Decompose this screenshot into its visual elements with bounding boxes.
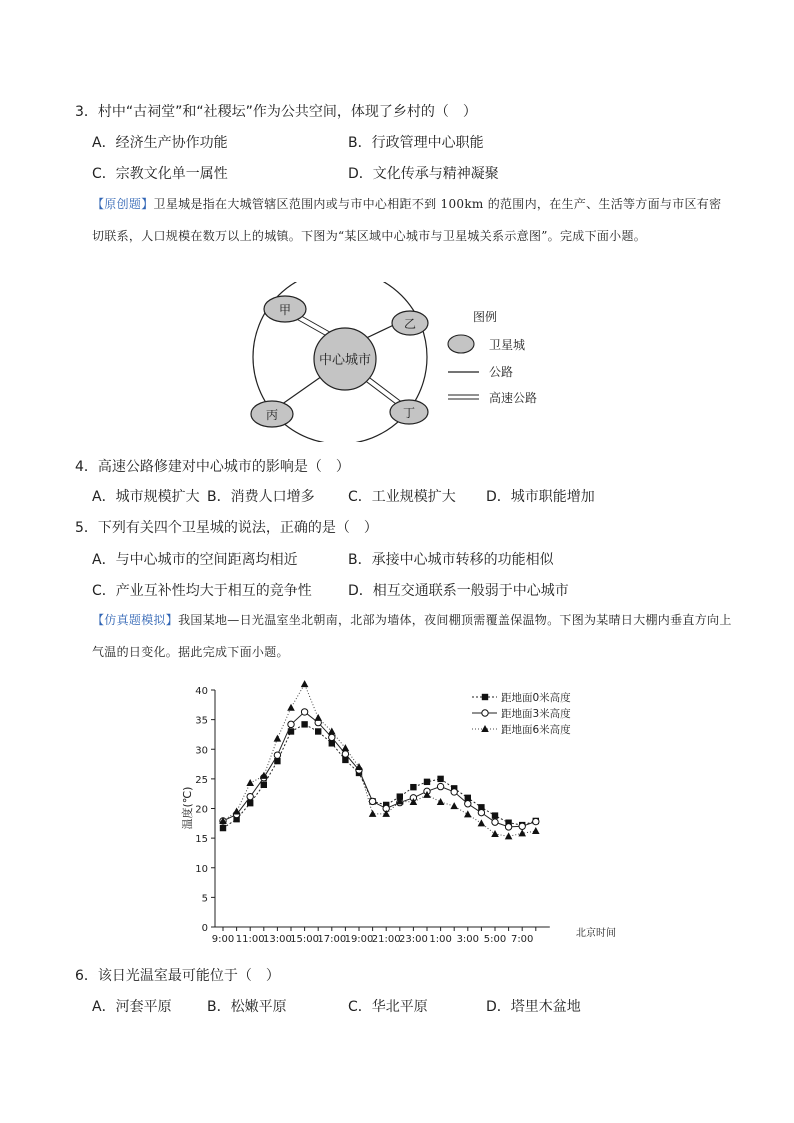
data-point-circle	[274, 752, 280, 758]
legend-title: 图例	[473, 310, 498, 324]
data-point-triangle	[328, 727, 336, 734]
legend-expressway-label: 高速公路	[489, 391, 538, 405]
y-tick-label: 20	[195, 804, 208, 816]
data-point-circle	[533, 818, 539, 824]
data-point-triangle	[437, 798, 445, 805]
q4-stem: 4．高速公路修建对中心城市的影响是（ ）	[75, 459, 350, 475]
data-point-circle	[465, 801, 471, 807]
data-point-triangle	[532, 827, 540, 834]
satellite-bing	[251, 401, 293, 427]
q6-option-b: B．松嫩平原	[207, 999, 287, 1015]
satellite-yi-label: 乙	[403, 317, 417, 331]
x-tick-label: 13:00	[262, 934, 292, 945]
intro-tag: 【原创题】	[92, 197, 154, 211]
data-point-square	[492, 812, 498, 818]
data-point-circle	[451, 789, 457, 795]
data-point-square	[220, 825, 226, 831]
data-point-triangle	[450, 802, 458, 809]
data-point-triangle	[301, 680, 309, 687]
x-tick-label: 5:00	[483, 934, 507, 945]
q3-option-c: C．宗教文化单一属性	[92, 166, 228, 182]
data-point-circle	[369, 798, 375, 804]
data-point-square	[301, 721, 307, 727]
intro-original-question	[92, 188, 732, 252]
data-point-circle	[247, 793, 253, 799]
q5-stem: 5．下列有关四个卫星城的说法，正确的是（ ）	[75, 520, 378, 536]
q3-option-a: A．经济生产协作功能	[92, 135, 228, 151]
x-tick-label: 11:00	[235, 934, 265, 945]
satellite-yi	[392, 311, 428, 335]
intro-text: 卫星城是指在大城管辖区范围内或与市中心相距不到 100km 的范围内，在生产、生活等方面与市区有密切联系，人口规模在数万以上的城镇。下图为“某区域中心城市与卫星城关系示意图”。完成下面小题。	[92, 197, 722, 243]
data-point-triangle	[505, 832, 513, 839]
q5-option-b: B．承接中心城市转移的功能相似	[348, 552, 554, 568]
q3-option-b: B．行政管理中心职能	[348, 135, 484, 151]
data-point-triangle	[491, 830, 499, 837]
center-city-label: 中心城市	[318, 353, 372, 368]
satellite-jia	[264, 296, 306, 322]
data-point-circle	[288, 721, 294, 727]
data-point-square	[261, 782, 267, 788]
series-line-triangle	[223, 684, 536, 836]
x-tick-label: 15:00	[290, 934, 320, 945]
data-point-circle	[478, 809, 484, 815]
data-point-triangle	[464, 810, 472, 817]
legend-road-label: 公路	[489, 365, 514, 379]
road-to-bing	[278, 374, 325, 407]
y-axis-label: 温度(℃)	[181, 786, 194, 830]
satellite-city-diagram	[240, 282, 580, 442]
data-point-square	[247, 800, 253, 806]
data-point-triangle	[369, 810, 377, 817]
q3-option-d: D．文化传承与精神凝聚	[348, 166, 499, 182]
y-tick-label: 15	[195, 834, 208, 846]
series-line-circle	[223, 712, 536, 827]
data-point-circle	[342, 751, 348, 757]
y-tick-label: 5	[201, 893, 208, 905]
data-point-triangle	[478, 819, 486, 826]
data-point-circle	[492, 819, 498, 825]
x-tick-label: 23:00	[398, 934, 428, 945]
q4-option-b: B．消费人口增多	[207, 489, 315, 505]
x-tick-label: 7:00	[510, 934, 534, 945]
q5-option-a: A．与中心城市的空间距离均相近	[92, 552, 298, 568]
x-tick-label: 17:00	[317, 934, 347, 945]
legend-satellite-label: 卫星城	[489, 338, 526, 352]
temperature-chart	[175, 678, 625, 948]
q6-option-d: D．塔里木盆地	[486, 999, 581, 1015]
data-point-triangle	[274, 735, 282, 742]
q6-option-c: C．华北平原	[348, 999, 428, 1015]
data-point-triangle	[246, 779, 254, 786]
y-tick-label: 10	[195, 863, 208, 875]
x-tick-label: 1:00	[429, 934, 452, 945]
q5-option-c: C．产业互补性均大于相互的竞争性	[92, 583, 312, 599]
legend-label: 距地面0米高度	[501, 692, 571, 704]
y-tick-label: 40	[195, 686, 208, 697]
data-point-circle	[519, 823, 525, 829]
data-point-square	[424, 779, 430, 785]
data-point-triangle	[287, 704, 295, 711]
legend-label: 距地面6米高度	[501, 724, 571, 736]
q6-stem: 6．该日光温室最可能位于（ ）	[75, 968, 280, 984]
legend-label: 距地面3米高度	[501, 708, 571, 720]
q3-stem: 3．村中“古祠堂”和“社稷坛”作为公共空间，体现了乡村的（ ）	[75, 104, 477, 120]
data-point-circle	[437, 783, 443, 789]
satellite-jia-label: 甲	[278, 303, 292, 317]
y-tick-label: 25	[195, 774, 208, 786]
x-tick-label: 3:00	[456, 934, 480, 945]
center-city	[314, 328, 376, 390]
data-point-square	[437, 776, 443, 782]
intro2-tag: 【仿真题模拟】	[92, 613, 179, 627]
satellite-ding-label: 丁	[402, 406, 416, 420]
q5-option-d: D．相互交通联系一般弱于中心城市	[348, 583, 569, 599]
satellite-bing-label: 丙	[265, 408, 279, 422]
legend-expressway-symbol	[448, 395, 479, 399]
q4-option-a: A．城市规模扩大	[92, 489, 200, 505]
legend-satellite-symbol	[448, 335, 474, 353]
data-point-square	[315, 728, 321, 734]
data-point-triangle	[314, 714, 322, 721]
y-tick-label: 35	[195, 715, 208, 727]
data-point-circle	[329, 734, 335, 740]
data-point-circle	[301, 709, 307, 715]
y-tick-label: 0	[201, 923, 208, 934]
q4-option-c: C．工业规模扩大	[348, 489, 456, 505]
q4-option-d: D．城市职能增加	[486, 489, 595, 505]
legend-marker-circle	[482, 710, 488, 716]
legend-marker-square	[482, 694, 488, 700]
q6-option-a: A．河套平原	[92, 999, 172, 1015]
x-tick-label: 19:00	[344, 934, 374, 945]
data-point-square	[410, 784, 416, 790]
intro2-text: 我国某地—日光温室坐北朝南，北部为墙体，夜间棚顶需覆盖保温物。下图为某晴日大棚内垂直方向上气温的日变化。据此完成下面小题。	[92, 613, 732, 659]
intro-simulation-question	[92, 604, 732, 668]
x-tick-label: 21:00	[371, 934, 401, 945]
x-tick-label: 9:00	[211, 934, 235, 945]
y-tick-label: 30	[195, 745, 208, 757]
series-line-square	[223, 724, 536, 828]
satellite-ding	[390, 400, 428, 424]
data-point-circle	[505, 824, 511, 830]
x-axis-label: 北京时间	[576, 928, 616, 939]
